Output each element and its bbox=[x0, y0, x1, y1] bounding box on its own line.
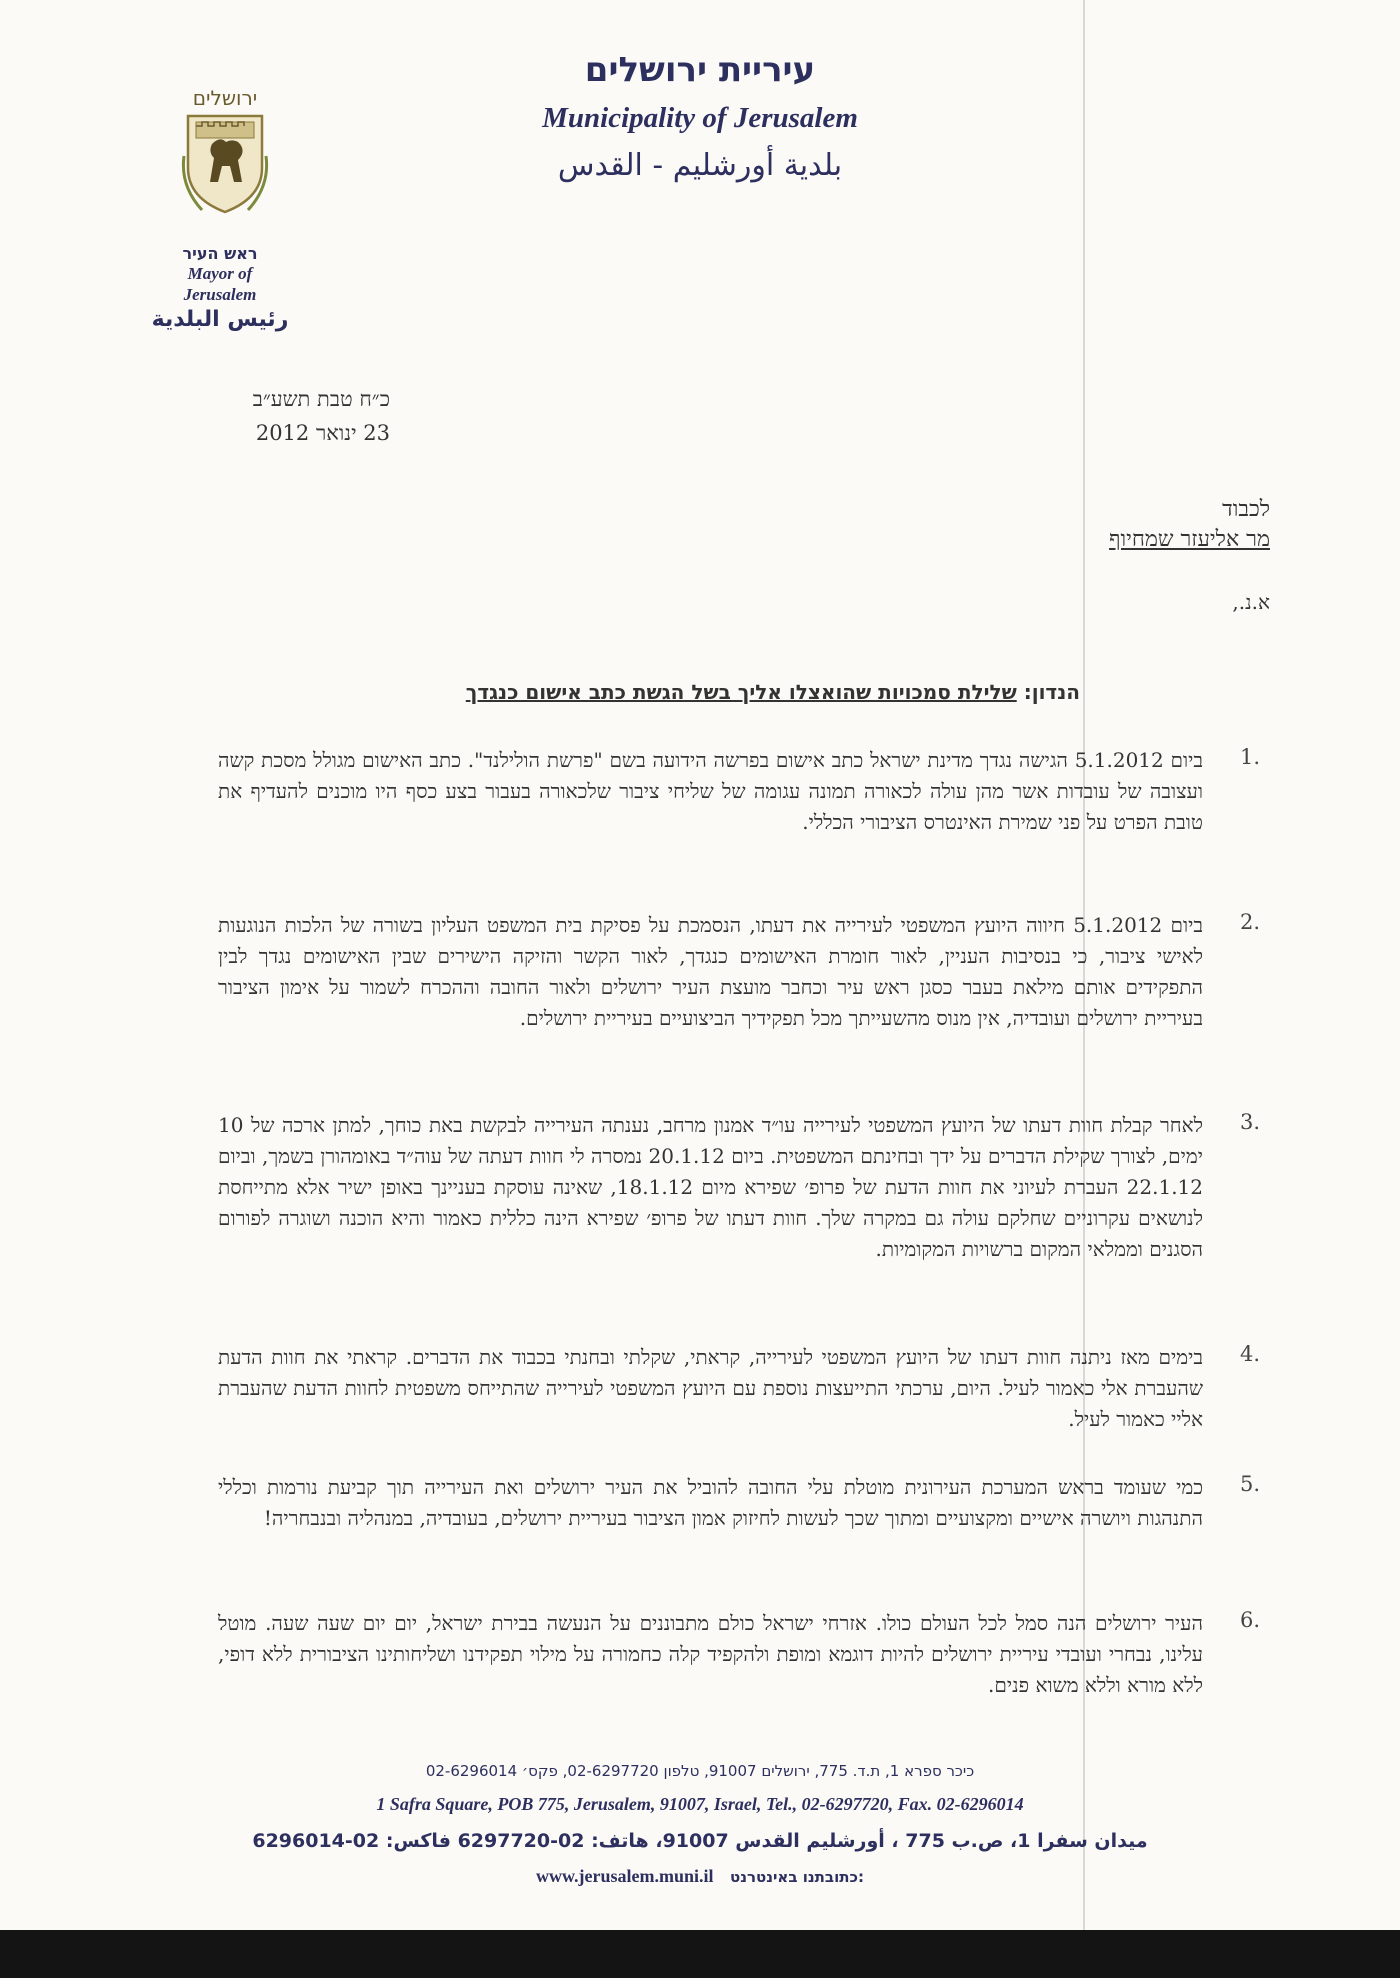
municipality-name-arabic: بلدية أورشليم - القدس bbox=[557, 148, 843, 183]
date-hebrew: כ״ח טבת תשע״ב bbox=[252, 387, 390, 411]
paragraph-number: 5. bbox=[1240, 1472, 1261, 1496]
salutation: לכבוד bbox=[1222, 497, 1270, 522]
paragraph-number: 4. bbox=[1240, 1342, 1261, 1366]
scan-border bbox=[0, 1930, 1400, 1978]
paragraph-number: 6. bbox=[1240, 1608, 1261, 1632]
emblem-caption: ירושלים bbox=[192, 86, 258, 110]
greeting: א.נ., bbox=[1232, 590, 1270, 614]
website-url[interactable]: www.jerusalem.muni.il bbox=[536, 1866, 714, 1886]
website-label: כתובתנו באינטרנט: bbox=[730, 1868, 864, 1886]
footer-website bbox=[250, 1866, 1150, 1887]
paragraph-number: 3. bbox=[1240, 1110, 1261, 1134]
subject-line bbox=[300, 680, 1080, 704]
municipality-name-english: Municipality of Jerusalem bbox=[542, 102, 858, 134]
paragraph-5: כמי שעומד בראש המערכת העירונית מוטלת עלי החובה להוביל את העיר ירושלים ואת העירייה תוך קביעת נורמות וכללי התנהגות ויושרה אישיים ומקצועיים ומתוך שכך לעשות לחיזוק אמון הציבור בעיריית ירושלים, בעובדיה, במנהליה ובנבחריה! bbox=[218, 1475, 1203, 1530]
subject-text: שלילת סמכויות שהואצלו אליך בשל הגשת כתב אישום כנגדך bbox=[465, 680, 1017, 704]
jerusalem-emblem-icon bbox=[172, 86, 278, 222]
mayor-title-english-2: Jerusalem bbox=[183, 285, 257, 304]
letter-date bbox=[150, 382, 390, 450]
mayor-title-hebrew: ראש העיר bbox=[182, 244, 258, 263]
date-gregorian: 23 ינואר 2012 bbox=[255, 421, 390, 445]
footer-address-hebrew: כיכר ספרא 1, ת.ד. 775, ירושלים 91007, טלפון 02-6297720, פקס׳ 02-6296014 bbox=[425, 1762, 975, 1780]
paragraph-number: 2. bbox=[1240, 910, 1261, 934]
recipient-name: מר אליעזר שמחיוף bbox=[1109, 527, 1270, 552]
paragraph-number: 1. bbox=[1240, 745, 1261, 769]
paragraph-1: ביום 5.1.2012 הגישה נגדך מדינת ישראל כתב אישום בפרשה הידועה בשם "פרשת הולילנד". כתב האישום מגולל מסכת קשה ועצובה של עובדות אשר מהן עולה לכאורה תמונה עגומה של שליחי ציבור שלכאורה בעבור בצע כסף היו מוכנים להעדיף את טובת הפרט על פני שמירת האינטרס הציבורי הכללי. bbox=[218, 748, 1203, 834]
paragraph-4: בימים מאז ניתנה חוות דעתו של היועץ המשפטי לעירייה, קראתי, שקלתי ובחנתי בכבוד את הדברים. קראתי את חוות הדעת שהעברת אלי כאמור לעיל. היום, ערכתי התייעצות נוספת עם היועץ המשפטי לעירייה שהתייחס משפטית לחוות הדעת שהעברת אליי כאמור לעיל. bbox=[218, 1345, 1204, 1431]
footer-address-english: 1 Safra Square, POB 775, Jerusalem, 91007, Israel, Tel., 02-6297720, Fax. 02-6296014 bbox=[376, 1794, 1024, 1814]
municipality-name-hebrew: עיריית ירושלים bbox=[584, 50, 816, 90]
paragraph-2: ביום 5.1.2012 חיווה היועץ המשפטי לעירייה את דעתו, הנסמכת על פסיקת בית המשפט העליון בשורה של הלכות הנוגעות לאישי ציבור, כי בנסיבות העניין, לאור חומרת האישומים כנגדך, לאור הקשר והזיקה הישירים שבין האישומים נגדך לבין התפקידים אותם מילאת בעבר כסגן ראש עיר וכחבר מועצת העיר ירושלים ולאור החובה וההכרח לשמור על אימון הציבור בעיריית ירושלים ועובדיה, אין מנוס מהשעייתך מכל תפקידיך הביצועיים בעיריית ירושלים. bbox=[218, 913, 1203, 1030]
paragraph-3: לאחר קבלת חוות דעתו של היועץ המשפטי לעירייה עו״ד אמנון מרחב, נענתה העירייה לבקשת באת כוחך, למתן ארכה של 10 ימים, לצורך שקילת הדברים על ידך ובחינתם המשפטית. ביום 20.1.12 נמסרה לי חוות דעתה של עוה״ד באומהורן בשמך, וביום 22.1.12 העברת לעיוני את חוות הדעת של פרופ׳ שפירא מיום 18.1.12, שאינה עוסקת בעניינך באופן ישיר אלא מתייחסת לנושאים עקרוניים שחלקם עולה גם במקרה שלך. חוות דעתו של פרופ׳ שפירא הינה כללית כאמור והיא הוכנה ושוגרה לפורום הסגנים וממלאי המקום ברשויות המקומיות. bbox=[218, 1113, 1203, 1261]
paragraph-6: העיר ירושלים הנה סמל לכל העולם כולו. אזרחי ישראל כולם מתבוננים על הנעשה בבירת ישראל, יום יום שעה שעה. מוטל עלינו, נבחרי ועובדי עיריית ירושלים להיות דוגמא ומופת ולהקפיד קלה כחמורה על מילוי תפקידנו ושליחותינו הציבורית ללא דופי, ללא מורא וללא משוא פנים. bbox=[218, 1611, 1203, 1697]
footer-address-arabic: ميدان سفرا 1، ص.ب 775 ، أورشليم القدس 91007، هاتف: 02-6297720 فاكس: 02-6296014 bbox=[252, 1830, 1148, 1852]
mayor-title-english-1: Mayor of bbox=[187, 264, 253, 283]
subject-label: הנדון: bbox=[1023, 680, 1080, 704]
mayor-title-block bbox=[150, 244, 290, 332]
mayor-title-arabic: رئيس البلدية bbox=[151, 307, 289, 332]
